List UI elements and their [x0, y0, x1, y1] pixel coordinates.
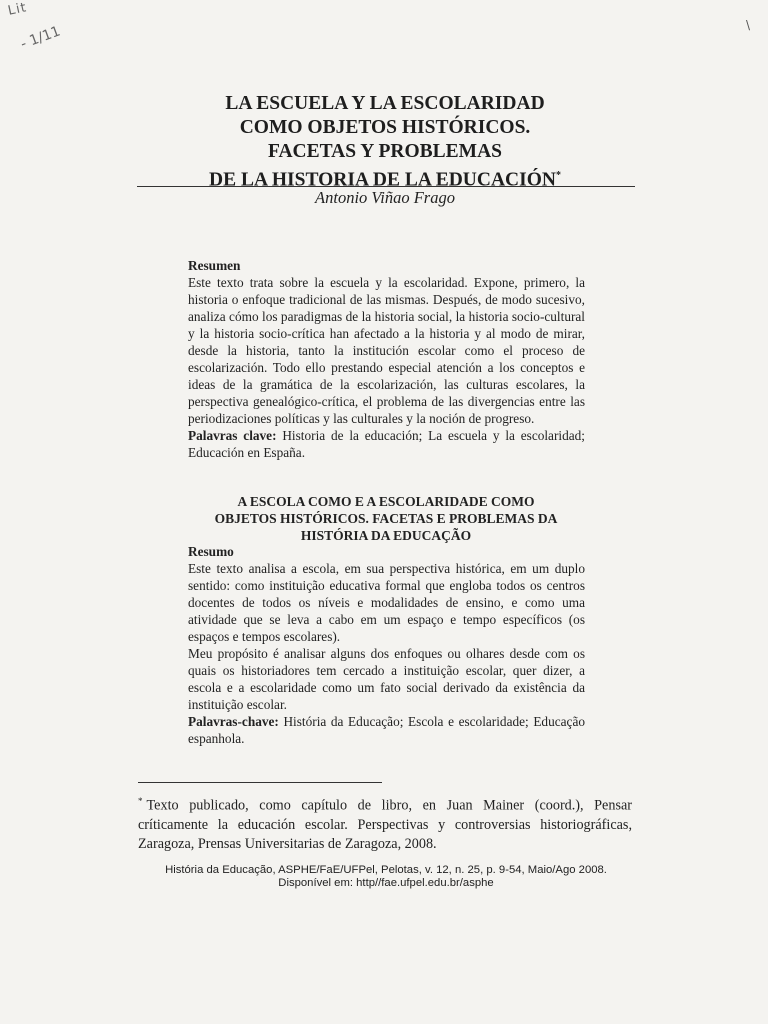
resumo-section [188, 543, 585, 747]
footnote-mark: * [138, 796, 143, 806]
resumo-heading: Resumo [188, 544, 234, 559]
footnote-text: Texto publicado, como capítulo de libro, en Juan Mainer (coord.), Pensar críticamente la educación escolar. Perspectivas y controversias historiográficas, Zaragoza, Prensas Universitarias de Zaragoza, 2008. [138, 797, 632, 852]
keywords-label: Palavras-chave: [188, 714, 279, 729]
resumen-keywords [188, 427, 585, 461]
handwritten-annotation: Lit [6, 0, 29, 19]
title-rule [137, 186, 635, 187]
title-line: LA ESCUELA Y LA ESCOLARIDAD [225, 93, 545, 114]
portuguese-title [175, 493, 597, 544]
resumen-heading: Resumen [188, 258, 241, 273]
resumen-body: Este texto trata sobre la escuela y la escolaridad. Expone, primero, la historia o enfoque tradicional de las mismas. Después, de modo sucesivo, analiza cómo los paradigmas de la historia social, la historia socio-cultural y la historia socio-crítica han afectado a la historia y al modo de mirar, desde la historia, tanto la institución escolar como el proceso de escolarización. Todo ello prestando especial atención a los conceptos e ideas de la gramática de la escolarización, las culturas escolares, la perspectiva genealógico-crítica, el problema de las divergencias entre las periodizaciones políticas y las culturales y la noción de progreso. [188, 275, 585, 426]
keywords-text: Historia de la educación; La escuela y la escolaridad; Educación en España. [188, 428, 585, 460]
resumo-body-2: Meu propósito é analisar alguns dos enfoques ou olhares desde com os quais os historiadores tem cercado a instituição escolar, quer dizer, a escola e a escolaridade como um fato social derivado da existência da instituição escolar. [188, 646, 585, 712]
title-line-text: DE LA HISTORIA DE LA EDUCACIÓN [209, 169, 556, 191]
footnote [138, 792, 632, 854]
author-name: Antonio Viñao Frago [315, 188, 455, 207]
journal-citation [120, 864, 652, 890]
journal-line: História da Educação, ASPHE/FaE/UFPel, Pelotas, v. 12, n. 25, p. 9-54, Maio/Ago 2008. [165, 864, 607, 876]
title-line: FACETAS Y PROBLEMAS [267, 141, 503, 162]
resumen-section [188, 257, 585, 461]
title-footnote-mark: * [555, 170, 561, 181]
resumo-keywords [188, 713, 585, 747]
article-title [140, 92, 630, 193]
margin-mark: \ [746, 18, 751, 32]
journal-url: Disponível em: http//fae.ufpel.edu.br/asphe [278, 877, 494, 889]
pt-title-line: A ESCOLA COMO E A ESCOLARIDADE COMO [237, 494, 535, 509]
keywords-label: Palavras clave: [188, 428, 277, 443]
handwritten-annotation-2: - 1/11 [18, 23, 63, 53]
keywords-text: História da Educação; Escola e escolaridade; Educação espanhola. [188, 714, 585, 746]
footnote-rule [138, 782, 382, 783]
resumo-body-1: Este texto analisa a escola, em sua perspectiva histórica, em um duplo sentido: como instituição educativa formal que engloba todos os centros docentes de todos os níveis e modalidades de ensino, e como uma atividade que se leva a cabo em um espaço e tempo específicos (os espaços e tempos escolares). [188, 561, 585, 644]
pt-title-line: HISTÓRIA DA EDUCAÇÃO [300, 528, 472, 543]
title-line: COMO OBJETOS HISTÓRICOS. [239, 117, 531, 138]
pt-title-line: OBJETOS HISTÓRICOS. FACETAS E PROBLEMAS DA [214, 511, 558, 526]
